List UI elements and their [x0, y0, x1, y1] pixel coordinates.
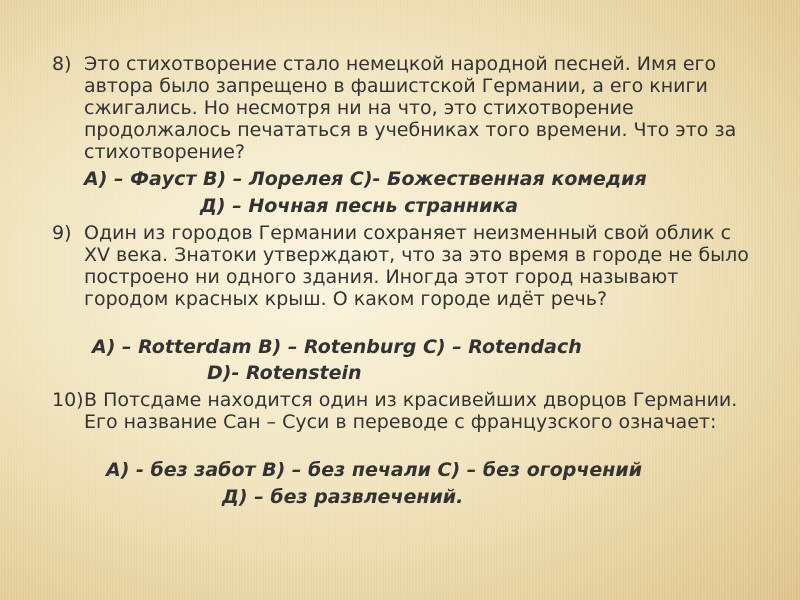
question-8-text: Это стихотворение стало немецкой народной песней. Имя его автора было запрещено в фашистской Германии, а его книги сжигались. Но несмотря ни на что, это стихотворение продолжалось печататься в учебниках того времени. Что это за стихотворение? [84, 53, 737, 163]
question-8-number: 8) [52, 53, 72, 75]
question-9-text: Один из городов Германии сохраняет неизменный свой облик с XV века. Знатоки утверждают, что за это время в городе не было построено ни одного здания. Иногда этот город называют городом красных крыш. О каком городе идёт речь? [84, 222, 749, 310]
question-10-answers-line-1: А) - без забот В) – без печали С) – без огорчений [106, 459, 643, 481]
question-9 [52, 222, 752, 310]
question-8-answers-line-2: Д) – Ночная песнь странника [200, 195, 519, 217]
question-8-answers-line-1: А) – Фауст В) – Лорелея С)- Божественная комедия [84, 168, 647, 190]
question-10 [52, 389, 752, 433]
question-8 [52, 53, 752, 163]
question-9-number: 9) [52, 222, 72, 244]
question-10-answers-line-2: Д) – без развлечений. [222, 486, 464, 508]
question-9-answers-line-2: D)- Rotenstein [207, 362, 362, 384]
question-10-text: В Потсдаме находится один из красивейших дворцов Германии. Его название Сан – Суси в переводе с французского означает: [84, 389, 738, 433]
question-10-number: 10) [52, 389, 84, 411]
question-9-answers-line-1: А) – Rotterdam В) – Rotenburg С) – Rotendach [92, 336, 582, 358]
